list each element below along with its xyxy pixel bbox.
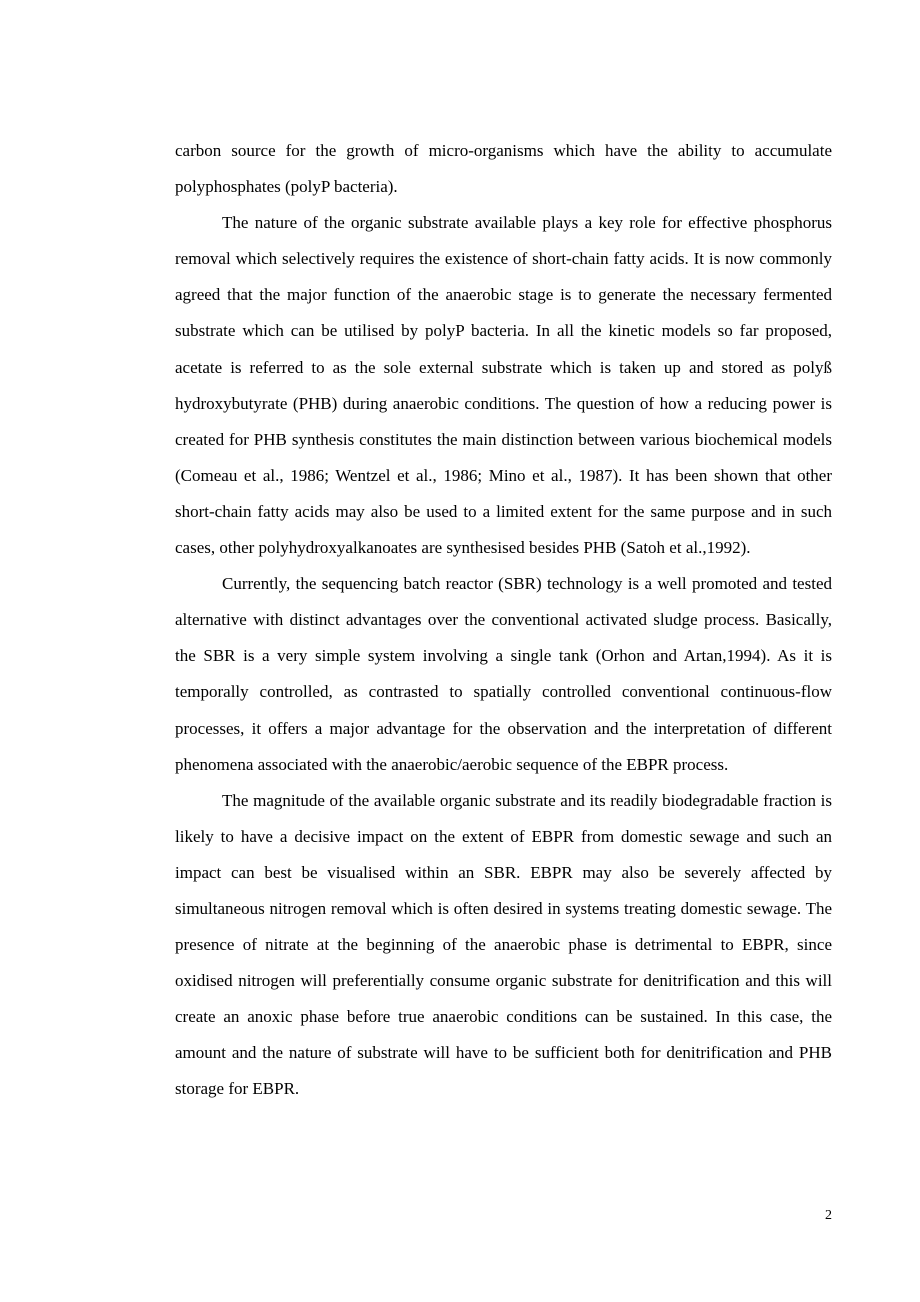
paragraph-substrate-magnitude: The magnitude of the available organic substrate and its readily biodegradable fraction is likely to have a decisive impact on the extent of EBPR from domestic sewage and such an impact can best be visualised within an SBR. EBPR may also be severely affected by simultaneous nitrogen removal which is often desired in systems treating domestic sewage. The presence of nitrate at the beginning of the anaerobic phase is detrimental to EBPR, since oxidised nitrogen will preferentially consume organic substrate for denitrification and this will create an anoxic phase before true anaerobic conditions can be sustained. In this case, the amount and the nature of substrate will have to be sufficient both for denitrification and PHB storage for EBPR.: [175, 790, 832, 1099]
paragraph-continuation: carbon source for the growth of micro-organisms which have the ability to accumulate polyphosphates (polyP bacteria).: [175, 141, 832, 197]
paragraph-organic-substrate: The nature of the organic substrate available plays a key role for effective phosphorus removal which selectively requires the existence of short-chain fatty acids. It is now commonly agreed that the major function of the anaerobic stage is to generate the necessary fermented substrate which can be utilised by polyP bacteria. In all the kinetic models so far proposed, acetate is referred to as the sole external substrate which is taken up and stored as polyß hydroxybutyrate (PHB) during anaerobic conditions. The question of how a reducing power is created for PHB synthesis constitutes the main distinction between various biochemical models (Comeau et al., 1986; Wentzel et al., 1986; Mino et al., 1987). It has been shown that other short-chain fatty acids may also be used to a limited extent for the same purpose and in such cases, other polyhydroxyalkanoates are synthesised besides PHB (Satoh et al.,1992).: [175, 213, 832, 558]
page-number: 2: [825, 1208, 832, 1223]
body-text: [175, 133, 832, 1108]
paragraph-sbr-technology: Currently, the sequencing batch reactor (SBR) technology is a well promoted and tested alternative with distinct advantages over the conventional activated sludge process. Basically, the SBR is a very simple system involving a single tank (Orhon and Artan,1994). As it is temporally controlled, as contrasted to spatially controlled conventional continuous-flow processes, it offers a major advantage for the observation and the interpretation of different phenomena associated with the anaerobic/aerobic sequence of the EBPR process.: [175, 574, 832, 774]
